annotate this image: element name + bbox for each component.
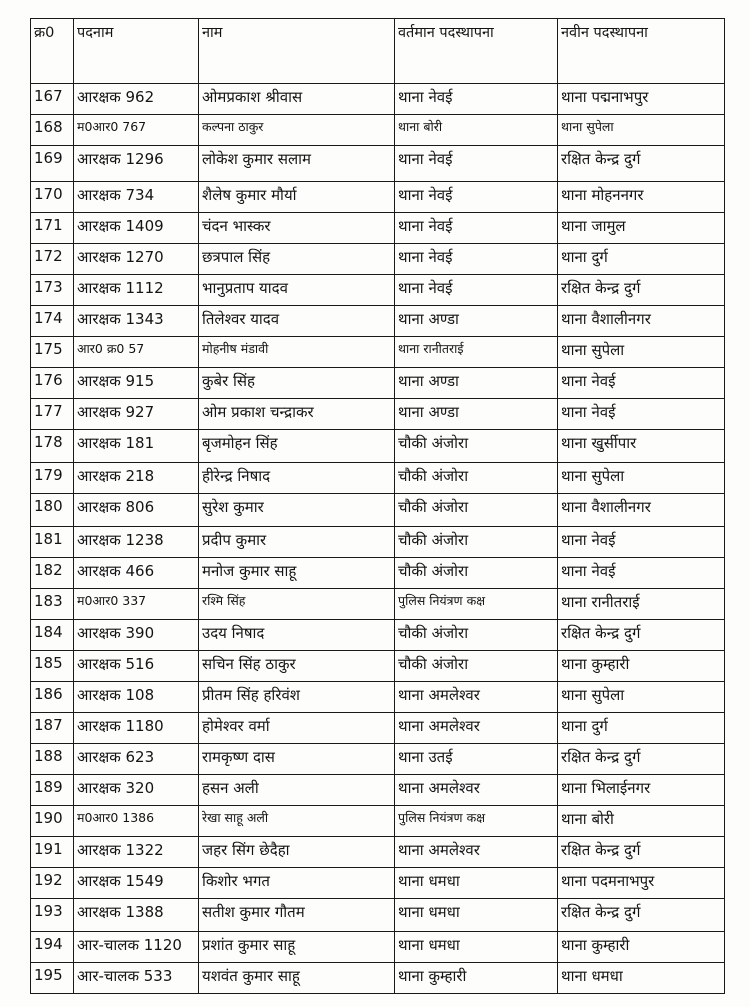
serial-cell: 174 (31, 306, 74, 337)
current-posting-cell: चौकी अंजोरा (395, 527, 558, 558)
designation-cell: आरक्षक 962 (74, 84, 199, 115)
designation-cell: आरक्षक 516 (74, 651, 199, 682)
table-row (31, 682, 725, 713)
name-cell: तिलेश्वर यादव (199, 306, 395, 337)
designation-cell: आर0 क्र0 57 (74, 337, 199, 368)
name-cell: लोकेश कुमार सलाम (199, 146, 395, 182)
current-posting-cell: थाना अण्डा (395, 399, 558, 430)
name-cell: हीरेन्द्र निषाद (199, 463, 395, 494)
current-posting-cell: थाना नेवई (395, 244, 558, 275)
designation-cell: आरक्षक 181 (74, 430, 199, 463)
table-row (31, 868, 725, 899)
table-row (31, 213, 725, 244)
serial-cell: 183 (31, 589, 74, 620)
name-cell: जहर सिंग छेदैहा (199, 837, 395, 868)
table-row (31, 463, 725, 494)
serial-cell: 167 (31, 84, 74, 115)
table-row (31, 399, 725, 430)
current-posting-cell: थाना नेवई (395, 146, 558, 182)
table-row (31, 744, 725, 775)
name-cell: बृजमोहन सिंह (199, 430, 395, 463)
new-posting-cell: थाना मोहननगर (558, 182, 725, 213)
table-row (31, 589, 725, 620)
table-row (31, 430, 725, 463)
table-row (31, 275, 725, 306)
serial-cell: 185 (31, 651, 74, 682)
name-cell: हसन अली (199, 775, 395, 806)
designation-cell: आरक्षक 734 (74, 182, 199, 213)
table-row (31, 837, 725, 868)
new-posting-cell: थाना जामुल (558, 213, 725, 244)
current-posting-cell: थाना अमलेश्वर (395, 775, 558, 806)
table-row (31, 244, 725, 275)
designation-cell: आरक्षक 108 (74, 682, 199, 713)
designation-cell: आरक्षक 623 (74, 744, 199, 775)
table-row (31, 932, 725, 963)
current-posting-cell: थाना रानीतराई (395, 337, 558, 368)
current-posting-cell: थाना नेवई (395, 84, 558, 115)
name-cell: सतीश कुमार गौतम (199, 899, 395, 932)
name-cell: रेखा साहू अली (199, 806, 395, 837)
new-posting-cell: थाना खुर्सीपार (558, 430, 725, 463)
current-posting-cell: पुलिस नियंत्रण कक्ष (395, 589, 558, 620)
current-posting-cell: थाना नेवई (395, 275, 558, 306)
name-cell: भानुप्रताप यादव (199, 275, 395, 306)
serial-cell: 184 (31, 620, 74, 651)
table-row (31, 620, 725, 651)
designation-cell: आरक्षक 1238 (74, 527, 199, 558)
designation-cell: आरक्षक 927 (74, 399, 199, 430)
current-posting-cell: थाना बोरी (395, 115, 558, 146)
name-cell: कुबेर सिंह (199, 368, 395, 399)
designation-cell: आरक्षक 1270 (74, 244, 199, 275)
designation-cell: आरक्षक 390 (74, 620, 199, 651)
current-posting-cell: थाना अण्डा (395, 306, 558, 337)
table-row (31, 558, 725, 589)
table-row (31, 713, 725, 744)
designation-cell: आर-चालक 533 (74, 963, 199, 994)
serial-cell: 168 (31, 115, 74, 146)
transfer-table (30, 18, 725, 994)
serial-cell: 172 (31, 244, 74, 275)
designation-cell: आरक्षक 1296 (74, 146, 199, 182)
serial-cell: 173 (31, 275, 74, 306)
serial-cell: 188 (31, 744, 74, 775)
name-cell: होमेश्वर वर्मा (199, 713, 395, 744)
table-row (31, 775, 725, 806)
name-cell: ओमप्रकाश श्रीवास (199, 84, 395, 115)
current-posting-cell: थाना धमधा (395, 899, 558, 932)
new-posting-cell: थाना सुपेला (558, 463, 725, 494)
header-designation: पदनाम (74, 19, 199, 84)
current-posting-cell: थाना अमलेश्वर (395, 713, 558, 744)
serial-cell: 176 (31, 368, 74, 399)
serial-cell: 182 (31, 558, 74, 589)
name-cell: छत्रपाल सिंह (199, 244, 395, 275)
name-cell: मोहनीष मंडावी (199, 337, 395, 368)
table-row (31, 899, 725, 932)
designation-cell: आरक्षक 320 (74, 775, 199, 806)
designation-cell: आरक्षक 466 (74, 558, 199, 589)
serial-cell: 187 (31, 713, 74, 744)
new-posting-cell: थाना नेवई (558, 399, 725, 430)
designation-cell: म0आर0 767 (74, 115, 199, 146)
name-cell: प्रशांत कुमार साहू (199, 932, 395, 963)
current-posting-cell: चौकी अंजोरा (395, 463, 558, 494)
current-posting-cell: चौकी अंजोरा (395, 430, 558, 463)
designation-cell: म0आर0 1386 (74, 806, 199, 837)
table-row (31, 337, 725, 368)
new-posting-cell: थाना सुपेला (558, 115, 725, 146)
table-row (31, 494, 725, 527)
name-cell: रश्मि सिंह (199, 589, 395, 620)
name-cell: यशवंत कुमार साहू (199, 963, 395, 994)
current-posting-cell: चौकी अंजोरा (395, 558, 558, 589)
table-row (31, 963, 725, 994)
table-row (31, 182, 725, 213)
new-posting-cell: थाना नेवई (558, 368, 725, 399)
name-cell: कल्पना ठाकुर (199, 115, 395, 146)
designation-cell: आरक्षक 1343 (74, 306, 199, 337)
name-cell: ओम प्रकाश चन्द्राकर (199, 399, 395, 430)
table-row (31, 146, 725, 182)
name-cell: मनोज कुमार साहू (199, 558, 395, 589)
name-cell: रामकृष्ण दास (199, 744, 395, 775)
serial-cell: 195 (31, 963, 74, 994)
serial-cell: 170 (31, 182, 74, 213)
header-new-posting: नवीन पदस्थापना (558, 19, 725, 84)
designation-cell: आरक्षक 1322 (74, 837, 199, 868)
new-posting-cell: रक्षित केन्द्र दुर्ग (558, 146, 725, 182)
serial-cell: 171 (31, 213, 74, 244)
current-posting-cell: पुलिस नियंत्रण कक्ष (395, 806, 558, 837)
table-row (31, 306, 725, 337)
current-posting-cell: चौकी अंजोरा (395, 494, 558, 527)
serial-cell: 169 (31, 146, 74, 182)
name-cell: चंदन भास्कर (199, 213, 395, 244)
new-posting-cell: रक्षित केन्द्र दुर्ग (558, 620, 725, 651)
table-row (31, 527, 725, 558)
serial-cell: 181 (31, 527, 74, 558)
table-row (31, 84, 725, 115)
name-cell: सुरेश कुमार (199, 494, 395, 527)
serial-cell: 180 (31, 494, 74, 527)
serial-cell: 194 (31, 932, 74, 963)
header-name: नाम (199, 19, 395, 84)
serial-cell: 177 (31, 399, 74, 430)
current-posting-cell: थाना अमलेश्वर (395, 837, 558, 868)
new-posting-cell: थाना दुर्ग (558, 244, 725, 275)
table-row (31, 806, 725, 837)
header-current-posting: वर्तमान पदस्थापना (395, 19, 558, 84)
designation-cell: आरक्षक 915 (74, 368, 199, 399)
new-posting-cell: थाना भिलाईनगर (558, 775, 725, 806)
designation-cell: आरक्षक 1549 (74, 868, 199, 899)
serial-cell: 193 (31, 899, 74, 932)
current-posting-cell: थाना अमलेश्वर (395, 682, 558, 713)
designation-cell: आरक्षक 806 (74, 494, 199, 527)
table-row (31, 115, 725, 146)
current-posting-cell: थाना नेवई (395, 182, 558, 213)
current-posting-cell: थाना कुम्हारी (395, 963, 558, 994)
designation-cell: आरक्षक 1388 (74, 899, 199, 932)
serial-cell: 190 (31, 806, 74, 837)
current-posting-cell: थाना अण्डा (395, 368, 558, 399)
serial-cell: 179 (31, 463, 74, 494)
designation-cell: आरक्षक 1112 (74, 275, 199, 306)
designation-cell: आरक्षक 1180 (74, 713, 199, 744)
current-posting-cell: चौकी अंजोरा (395, 620, 558, 651)
current-posting-cell: थाना नेवई (395, 213, 558, 244)
header-serial: क्र0 (31, 19, 74, 84)
table-row (31, 368, 725, 399)
name-cell: शैलेष कुमार मौर्या (199, 182, 395, 213)
new-posting-cell: रक्षित केन्द्र दुर्ग (558, 837, 725, 868)
designation-cell: आर-चालक 1120 (74, 932, 199, 963)
new-posting-cell: थाना वैशालीनगर (558, 494, 725, 527)
new-posting-cell: रक्षित केन्द्र दुर्ग (558, 744, 725, 775)
new-posting-cell: रक्षित केन्द्र दुर्ग (558, 275, 725, 306)
new-posting-cell: थाना वैशालीनगर (558, 306, 725, 337)
new-posting-cell: थाना पद्मनाभपुर (558, 84, 725, 115)
current-posting-cell: थाना उतई (395, 744, 558, 775)
current-posting-cell: थाना धमधा (395, 932, 558, 963)
header-row (31, 19, 725, 84)
new-posting-cell: थाना दुर्ग (558, 713, 725, 744)
new-posting-cell: थाना सुपेला (558, 682, 725, 713)
name-cell: उदय निषाद (199, 620, 395, 651)
serial-cell: 186 (31, 682, 74, 713)
name-cell: प्रदीप कुमार (199, 527, 395, 558)
new-posting-cell: थाना नेवई (558, 527, 725, 558)
current-posting-cell: थाना धमधा (395, 868, 558, 899)
new-posting-cell: थाना नेवई (558, 558, 725, 589)
serial-cell: 191 (31, 837, 74, 868)
table-row (31, 651, 725, 682)
designation-cell: आरक्षक 218 (74, 463, 199, 494)
name-cell: सचिन सिंह ठाकुर (199, 651, 395, 682)
designation-cell: म0आर0 337 (74, 589, 199, 620)
new-posting-cell: रक्षित केन्द्र दुर्ग (558, 899, 725, 932)
current-posting-cell: चौकी अंजोरा (395, 651, 558, 682)
new-posting-cell: थाना बोरी (558, 806, 725, 837)
serial-cell: 189 (31, 775, 74, 806)
serial-cell: 175 (31, 337, 74, 368)
new-posting-cell: थाना धमधा (558, 963, 725, 994)
serial-cell: 178 (31, 430, 74, 463)
new-posting-cell: थाना सुपेला (558, 337, 725, 368)
new-posting-cell: थाना कुम्हारी (558, 651, 725, 682)
new-posting-cell: थाना रानीतराई (558, 589, 725, 620)
name-cell: प्रीतम सिंह हरिवंश (199, 682, 395, 713)
new-posting-cell: थाना कुम्हारी (558, 932, 725, 963)
designation-cell: आरक्षक 1409 (74, 213, 199, 244)
new-posting-cell: थाना पदमनाभपुर (558, 868, 725, 899)
serial-cell: 192 (31, 868, 74, 899)
name-cell: किशोर भगत (199, 868, 395, 899)
